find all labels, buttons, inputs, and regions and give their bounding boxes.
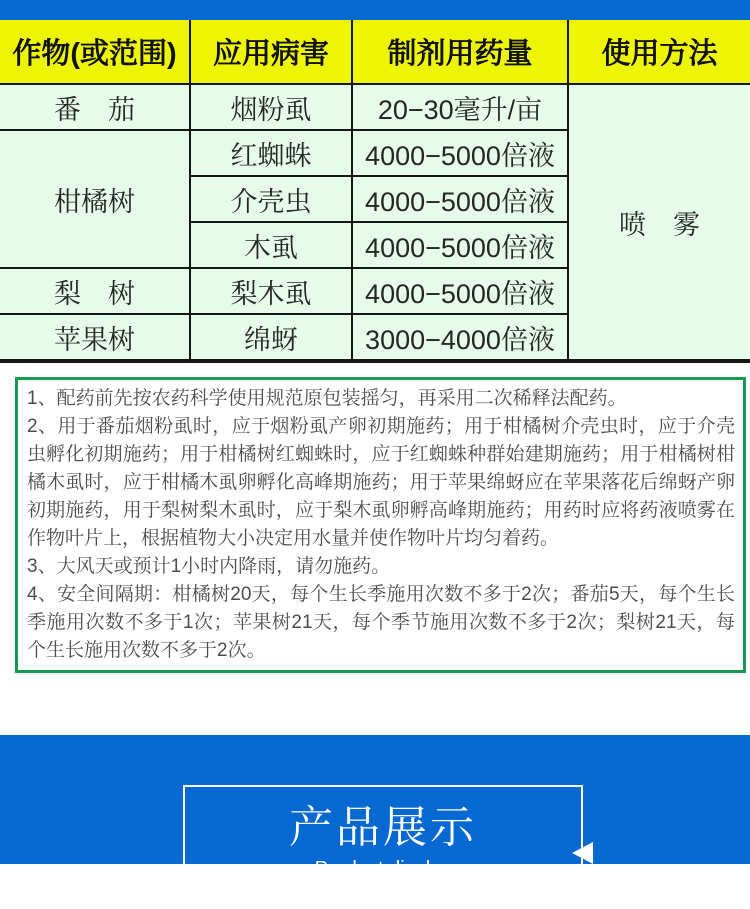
instruction-item: 2、用于番茄烟粉虱时，应于烟粉虱产卵初期施药；用于柑橘树介壳虫时，应于介壳虫孵化初期施药；用于柑橘树红蜘蛛时，应于红蜘蛛种群始建期施药；用于柑橘树柑橘木虱时，应于柑橘木虱卵孵化高峰期施药；用于苹果绵蚜应在苹果落花后绵蚜产卵初期施药，用于梨树梨木虱时，应于梨木虱卵孵高峰期施药；用药时应将药液喷雾在作物叶片上，根据植物大小决定用水量并使作物叶片均匀着药。	[27, 416, 735, 549]
left-arrow-icon	[572, 842, 593, 864]
product-display-banner	[0, 735, 750, 880]
table-cell-crop: 梨 树	[0, 268, 190, 314]
banner-title: 产品展示	[289, 803, 477, 852]
banner-frame	[183, 785, 583, 909]
table-cell-crop: 番 茄	[0, 84, 190, 130]
table-cell-dosage: 4000−5000倍液	[352, 176, 568, 222]
table-cell-crop: 苹果树	[0, 314, 190, 361]
table-cell-dosage: 4000−5000倍液	[352, 222, 568, 268]
table-cell-pest: 木虱	[190, 222, 352, 268]
table-cell-pest: 烟粉虱	[190, 84, 352, 130]
table-cell-pest: 红蜘蛛	[190, 130, 352, 176]
banner-subtitle-en: Product display	[314, 858, 452, 880]
top-blue-bar	[0, 0, 750, 20]
table-row	[0, 84, 750, 130]
table-cell-dosage: 4000−5000倍液	[352, 268, 568, 314]
table-cell-pest: 绵蚜	[190, 314, 352, 361]
instruction-item: 1、配药前先按农药科学使用规范原包装摇匀，再采用二次稀释法配药。	[27, 388, 627, 409]
table-cell-dosage: 20−30毫升/亩	[352, 84, 568, 130]
column-header-pest: 应用病害	[190, 20, 352, 84]
column-header-method: 使用方法	[568, 20, 750, 84]
table-cell-method: 喷 雾	[568, 84, 750, 361]
usage-table	[0, 20, 750, 363]
instruction-item: 3、大风天或预计1小时内降雨，请勿施药。	[27, 556, 391, 577]
instruction-item: 4、安全间隔期：柑橘树20天，每个生长季施用次数不多于2次；番茄5天，每个生长季施用次数不多于1次；苹果树21天，每个季节施用次数不多于2次；梨树21天，每个生长施用次数不多于2次。	[27, 584, 735, 661]
column-header-dosage: 制剂用药量	[352, 20, 568, 84]
table-header-row	[0, 20, 750, 84]
table-cell-dosage: 4000−5000倍液	[352, 130, 568, 176]
table-cell-pest: 梨木虱	[190, 268, 352, 314]
table-cell-dosage: 3000−4000倍液	[352, 314, 568, 361]
table-cell-crop: 柑橘树	[0, 130, 190, 268]
table-cell-pest: 介壳虫	[190, 176, 352, 222]
column-header-crop: 作物(或范围)	[0, 20, 190, 84]
instructions-box	[15, 377, 746, 673]
